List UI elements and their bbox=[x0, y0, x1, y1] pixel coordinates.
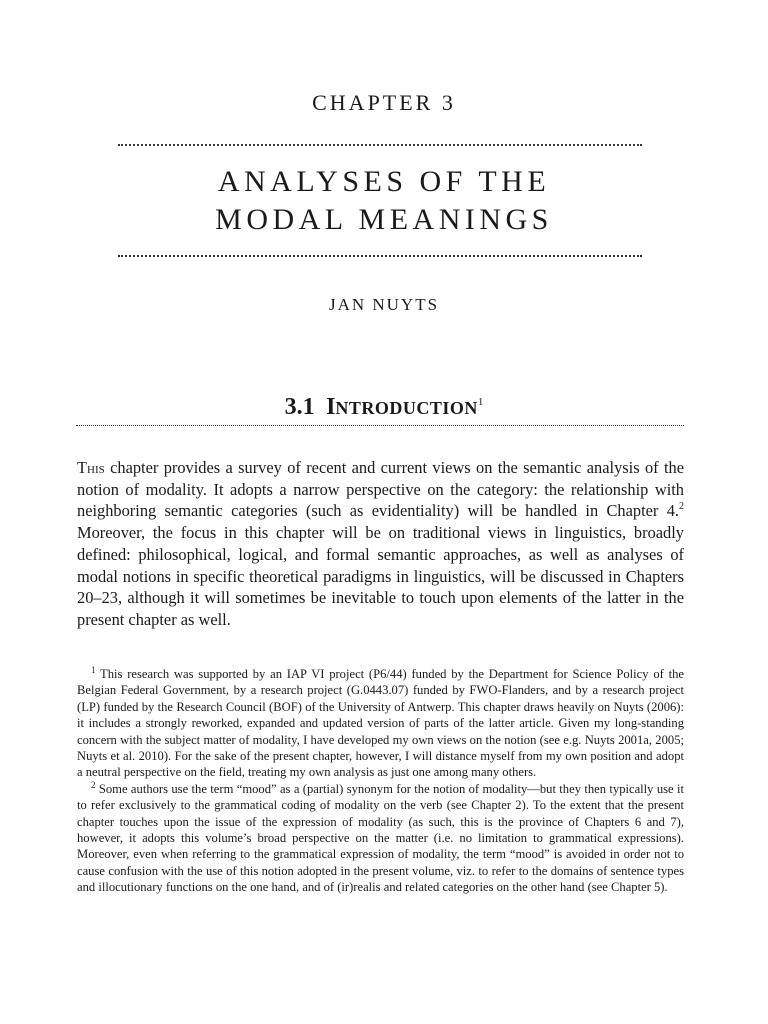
section-title-initial: I bbox=[326, 394, 336, 420]
author-name: JAN NUYTS bbox=[328, 295, 440, 314]
section-dotted-rule bbox=[76, 425, 684, 426]
footnote-2-text: Some authors use the term “mood” as a (partial) synonym for the notion of modality—but they then typically use it to refer exclusively to the grammatical coding of modality on the verb (see Chapter 2). To the extent that the present chapter touches upon the issue of the expression of modality (as such, this is the province of Chapters 6 and 7), however, it adopts this volume’s broad perspective on the matter (i.e. no limitation to grammatical expressions). Moreover, even when referring to the grammatical expression of modality, the term “mood” is avoided in order not to cause confusion with the use of this notion adopted in the present volume, viz. to refer to the domains of sentence types and illocutionary functions on the one hand, and of (ir)realis and related categories on the other hand (see Chapter 5). bbox=[77, 781, 684, 895]
footnote-1 bbox=[77, 666, 684, 781]
section-footnote-ref[interactable]: 1 bbox=[477, 396, 484, 408]
intro-footnote-ref[interactable]: 2 bbox=[679, 501, 684, 513]
section-title-rest: NTRODUCTION bbox=[335, 398, 478, 418]
section-heading bbox=[0, 394, 768, 421]
dotted-rule-bottom bbox=[118, 255, 642, 257]
intro-lead-word: This bbox=[77, 458, 105, 477]
section-number: 3.1 bbox=[284, 394, 315, 420]
footnote-1-text: This research was supported by an IAP VI project (P6/44) funded by the Department for Science Policy of the Belgian Federal Government, by a research project (G.0443.07) funded by FWO-Flanders, and by a research project (LP) funded by the Research Council (BOF) of the University of Antwerp. This chapter draws heavily on Nuyts (2006): it includes a strongly reworked, expanded and updated version of parts of the latter article. Given my long-standing concern with the subject matter of modality, I have developed my own views on the notion (see e.g. Nuyts 2001a, 2005; Nuyts et al. 2010). For the sake of the present chapter, however, I will distance myself from my own position and adopt a neutral perspective on the field, treating my own analysis as just one among many others. bbox=[77, 667, 684, 780]
footnotes bbox=[77, 666, 684, 896]
intro-text-part-2: Moreover, the focus in this chapter will be on traditional views in linguistics, broadly defined: philosophical, logical, and formal semantic approaches, as well as analyses of modal notions in specific theoretical paradigms in linguistics, will be discussed in Chapters 20–23, although it will sometimes be inevitable to touch upon elements of the latter in the present chapter as well. bbox=[77, 523, 684, 629]
footnote-1-number: 1 bbox=[91, 665, 96, 675]
chapter-label: CHAPTER 3 bbox=[312, 90, 456, 115]
dotted-rule-top bbox=[118, 144, 642, 146]
footnote-2-number: 2 bbox=[91, 779, 96, 790]
footnote-2 bbox=[77, 781, 684, 896]
chapter-title bbox=[0, 163, 768, 239]
chapter-title-line-1: ANALYSES OF THE bbox=[217, 165, 551, 198]
intro-paragraph bbox=[77, 457, 684, 631]
chapter-title-line-2: MODAL MEANINGS bbox=[215, 203, 553, 236]
intro-text-part-1: chapter provides a survey of recent and current views on the semantic analysis of the notion of modality. It adopts a narrow perspective on the category: the relationship with neighboring semantic categories (such as evidentiality) will be handled in Chapter 4. bbox=[77, 458, 684, 521]
